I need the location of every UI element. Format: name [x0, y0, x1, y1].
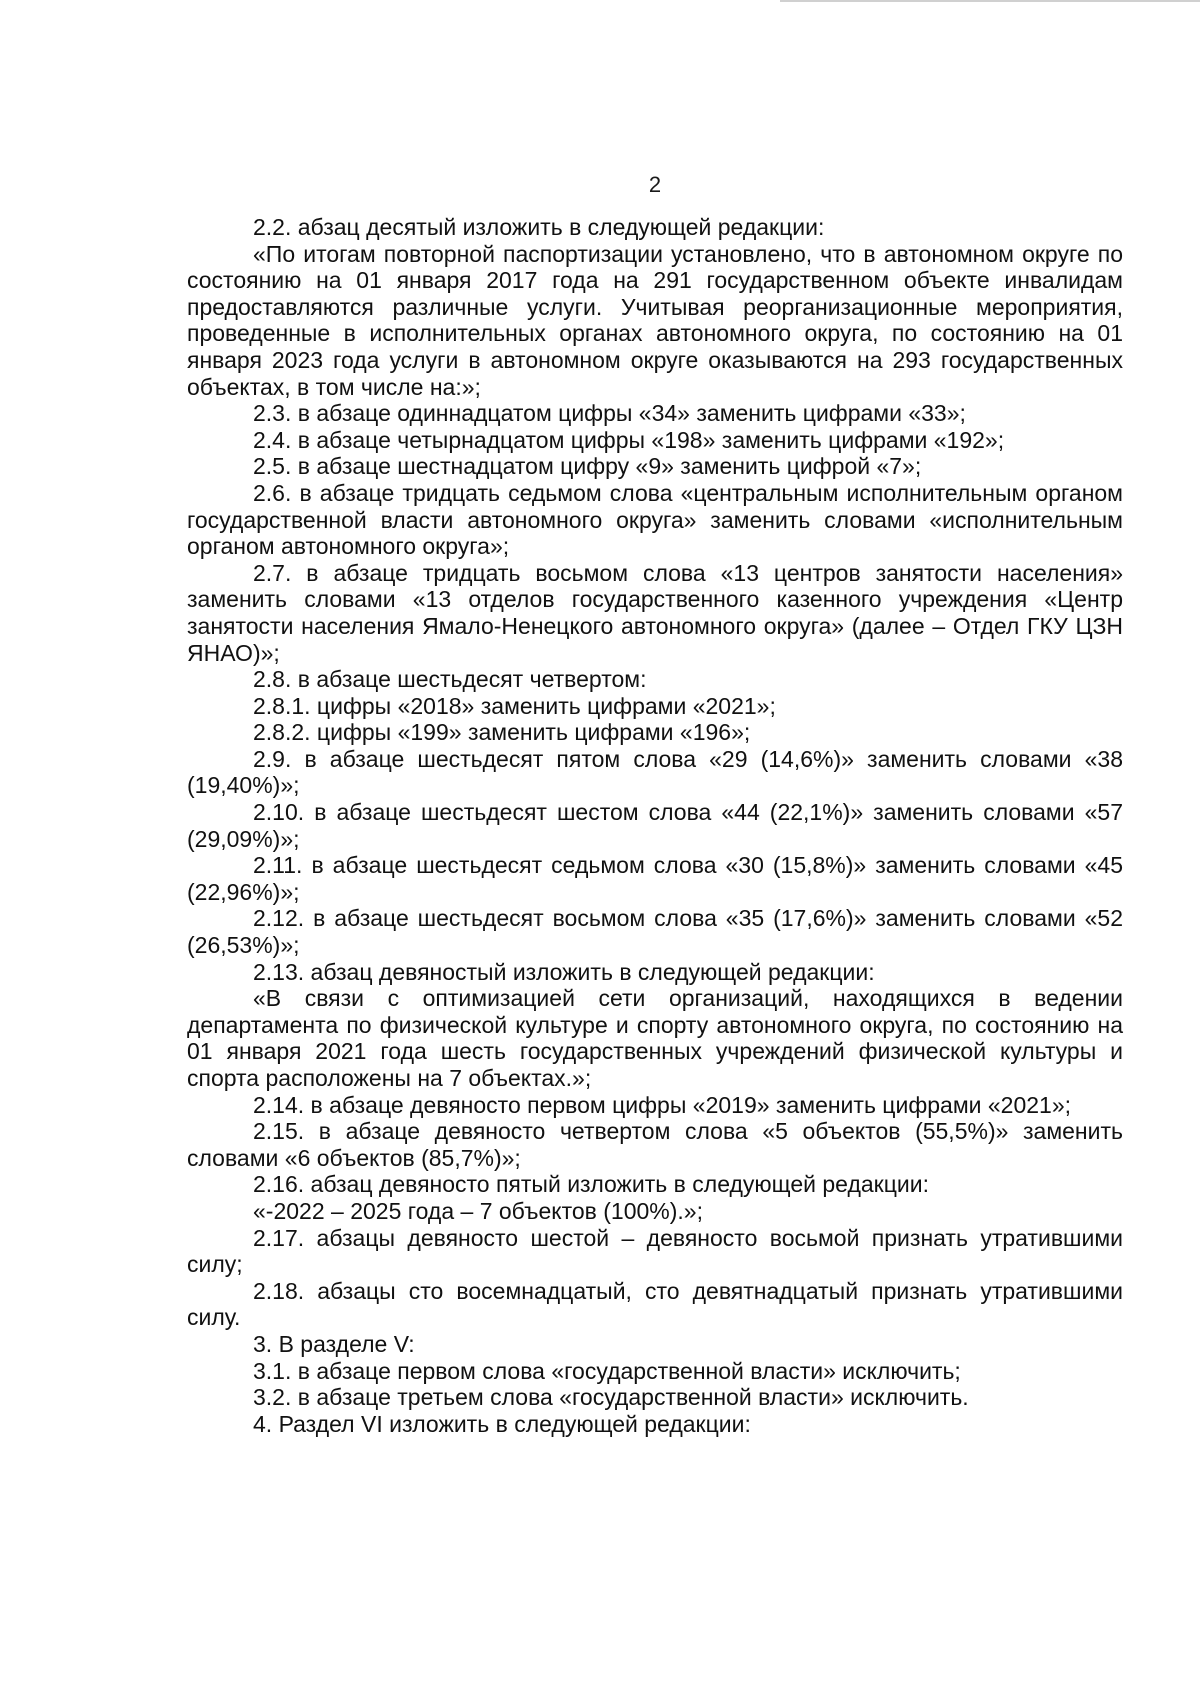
- paragraph-2-11: 2.11. в абзаце шестьдесят седьмом слова «30 (15,8%)» заменить словами «45 (22,96%)»;: [187, 852, 1123, 905]
- paragraph-2-8: 2.8. в абзаце шестьдесят четвертом:: [253, 666, 647, 693]
- paragraph-2-3: 2.3. в абзаце одиннадцатом цифры «34» заменить цифрами «33»;: [253, 400, 966, 427]
- paragraph-2-7: 2.7. в абзаце тридцать восьмом слова «13 центров занятости населения» заменить словами «13 отделов государственного казенного учреждения «Центр занятости населения Ямало-Ненецкого автономного округа» (далее – Отдел ГКУ ЦЗН ЯНАО)»;: [187, 559, 1123, 666]
- paragraph-2-4: 2.4. в абзаце четырнадцатом цифры «198» заменить цифрами «192»;: [253, 426, 1005, 453]
- paragraph-3-2: 3.2. в абзаце третьем слова «государственной власти» исключить.: [253, 1384, 969, 1411]
- paragraph-2-17: 2.17. абзацы девяносто шестой – девяносто восьмой признать утратившими силу;: [187, 1224, 1123, 1278]
- paragraph-2-13: 2.13. абзац девяностый изложить в следующей редакции:: [253, 958, 875, 985]
- paragraph-4: 4. Раздел VI изложить в следующей редакции:: [253, 1410, 751, 1437]
- paragraph-2-2: 2.2. абзац десятый изложить в следующей редакции:: [253, 214, 825, 240]
- paragraph-2-16-text: «-2022 – 2025 года – 7 объектов (100%).»;: [253, 1197, 703, 1224]
- page-number: 2: [648, 172, 662, 197]
- paragraph-2-8-1: 2.8.1. цифры «2018» заменить цифрами «2021»;: [253, 692, 776, 719]
- paragraph-2-10: 2.10. в абзаце шестьдесят шестом слова «44 (22,1%)» заменить словами «57 (29,09%)»;: [187, 799, 1123, 852]
- paragraph-3-1: 3.1. в абзаце первом слова «государственной власти» исключить;: [253, 1357, 961, 1384]
- paragraph-2-8-2: 2.8.2. цифры «199» заменить цифрами «196»;: [253, 719, 751, 746]
- paragraph-2-15: 2.15. в абзаце девяносто четвертом слова «5 объектов (55,5%)» заменить словами «6 объектов (85,7%)»;: [187, 1118, 1123, 1171]
- paragraph-2-14: 2.14. в абзаце девяносто первом цифры «2019» заменить цифрами «2021»;: [253, 1091, 1072, 1118]
- paragraph-3: 3. В разделе V:: [253, 1330, 415, 1357]
- paragraph-2-6: 2.6. в абзаце тридцать седьмом слова «центральным исполнительным органом государственной власти автономного округа» заменить словами «исполнительным органом автономного округа»;: [187, 479, 1123, 560]
- document-body: [187, 214, 1123, 1437]
- paragraph-2-9: 2.9. в абзаце шестьдесят пятом слова «29 (14,6%)» заменить словами «38 (19,40%)»;: [187, 745, 1123, 799]
- paragraph-2-13-text: «В связи с оптимизацией сети организаций, находящихся в ведении департамента по физической культуре и спорту автономного округа, по состоянию на 01 января 2021 года шесть государственных учреждений физической культуры и спорта расположены на 7 объектах.»;: [187, 985, 1123, 1091]
- paragraph-2-18: 2.18. абзацы сто восемнадцатый, сто девятнадцатый признать утратившими силу.: [187, 1277, 1123, 1331]
- paragraph-2-16: 2.16. абзац девяносто пятый изложить в следующей редакции:: [253, 1171, 929, 1198]
- paragraph-2-2-text: «По итогам повторной паспортизации установлено, что в автономном округе по состоянию на 01 января 2017 года на 291 государственном объекте инвалидам предоставляются различные услуги. Учитывая реорганизационные мероприятия, проведенные в исполнительных органах автономного округа, по состоянию на 01 января 2023 года услуги в автономном округе оказываются на 293 государственных объектах, в том числе на:»;: [187, 240, 1123, 400]
- scan-edge-line: [780, 0, 1200, 2]
- paragraph-2-12: 2.12. в абзаце шестьдесят восьмом слова «35 (17,6%)» заменить словами «52 (26,53%)»;: [187, 905, 1123, 959]
- paragraph-2-5: 2.5. в абзаце шестнадцатом цифру «9» заменить цифрой «7»;: [253, 453, 922, 480]
